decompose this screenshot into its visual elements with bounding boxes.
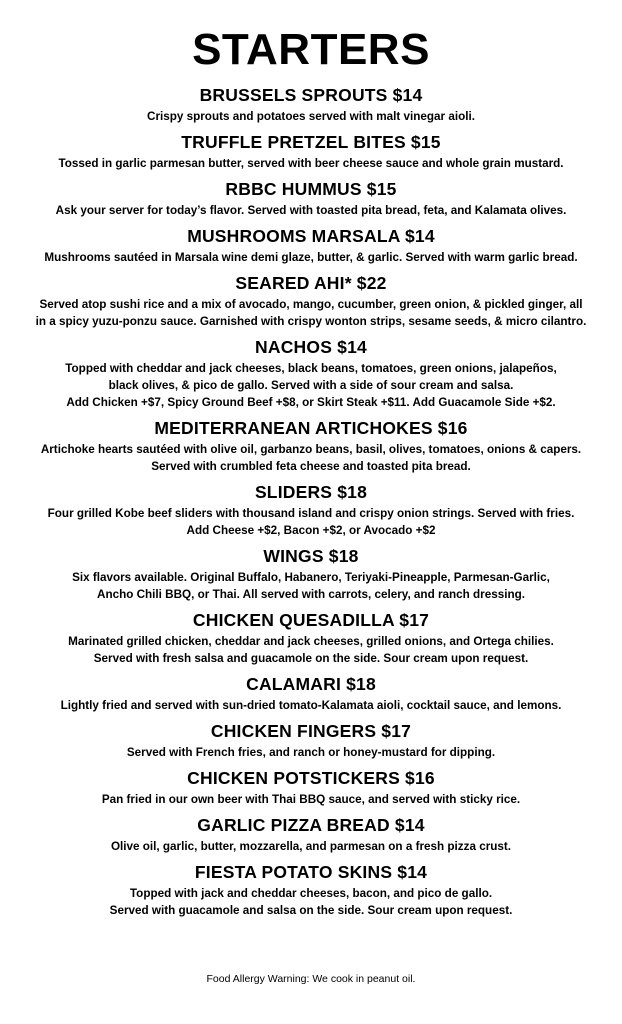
menu-item-description	[0, 441, 622, 475]
description-line: Add Chicken +$7, Spicy Ground Beef +$8, or Skirt Steak +$11. Add Guacamole Side +$2.	[66, 396, 556, 409]
menu-item-name: CHICKEN QUESADILLA $17	[192, 610, 430, 630]
description-line: black olives, & pico de gallo. Served with a side of sour cream and salsa.	[108, 379, 514, 392]
menu-item	[0, 545, 622, 603]
description-line: Four grilled Kobe beef sliders with thousand island and crispy onion strings. Served with fries.	[47, 507, 575, 520]
menu-item-name: TRUFFLE PRETZEL BITES $15	[181, 132, 441, 152]
description-line: Ancho Chili BBQ, or Thai. All served with carrots, celery, and ranch dressing.	[97, 588, 525, 601]
menu-item-name: GARLIC PIZZA BREAD $14	[197, 815, 425, 835]
description-line: Topped with jack and cheddar cheeses, bacon, and pico de gallo.	[129, 887, 493, 900]
menu-item	[0, 178, 622, 219]
menu-item	[0, 84, 622, 125]
menu-item-description	[0, 108, 622, 125]
menu-item-name: MUSHROOMS MARSALA $14	[187, 226, 435, 246]
menu-item-name: CALAMARI $18	[246, 674, 376, 694]
menu-item-name: FIESTA POTATO SKINS $14	[194, 862, 428, 882]
description-line: Crispy sprouts and potatoes served with malt vinegar aioli.	[147, 110, 475, 123]
menu-item	[0, 861, 622, 919]
description-line: Pan fried in our own beer with Thai BBQ sauce, and served with sticky rice.	[101, 793, 521, 806]
menu-item-description	[0, 633, 622, 667]
menu-item	[0, 767, 622, 808]
description-line: Served with fresh salsa and guacamole on the side. Sour cream upon request.	[93, 652, 529, 665]
description-line: in a spicy yuzu-ponzu sauce. Garnished with crispy wonton strips, sesame seeds, & micro cilantro.	[35, 315, 587, 328]
menu-item-description	[0, 838, 622, 855]
description-line: Served atop sushi rice and a mix of avocado, mango, cucumber, green onion, & pickled ginger, all	[39, 298, 583, 311]
description-line: Served with French fries, and ranch or honey-mustard for dipping.	[126, 746, 496, 759]
menu-item-name: NACHOS $14	[255, 337, 367, 357]
description-line: Topped with cheddar and jack cheeses, black beans, tomatoes, green onions, jalapeños,	[65, 362, 557, 375]
description-line: Six flavors available. Original Buffalo, Habanero, Teriyaki-Pineapple, Parmesan-Garlic,	[72, 571, 550, 584]
description-line: Lightly fried and served with sun-dried tomato-Kalamata aioli, cocktail sauce, and lemons.	[60, 699, 562, 712]
menu-item-name: SLIDERS $18	[254, 482, 368, 502]
menu-item	[0, 272, 622, 330]
menu-item-description	[0, 155, 622, 172]
menu-item-description	[0, 202, 622, 219]
description-line: Served with crumbled feta cheese and toasted pita bread.	[151, 460, 471, 473]
menu-item	[0, 131, 622, 172]
menu-item	[0, 673, 622, 714]
allergy-warning: Food Allergy Warning: We cook in peanut oil.	[206, 973, 416, 985]
menu-item-description	[0, 697, 622, 714]
page-title: STARTERS	[192, 25, 430, 74]
menu-item-name: BRUSSELS SPROUTS $14	[199, 85, 423, 105]
menu-item-description	[0, 744, 622, 761]
menu-item-name: CHICKEN POTSTICKERS $16	[187, 768, 435, 788]
menu-item-description	[0, 569, 622, 603]
menu-item	[0, 814, 622, 855]
menu-item-description	[0, 505, 622, 539]
menu-item-name: SEARED AHI* $22	[235, 273, 387, 293]
description-line: Olive oil, garlic, butter, mozzarella, and parmesan on a fresh pizza crust.	[110, 840, 512, 853]
menu-item-description	[0, 249, 622, 266]
menu-item-name: CHICKEN FINGERS $17	[210, 721, 412, 741]
description-line: Ask your server for today’s flavor. Served with toasted pita bread, feta, and Kalamata olives.	[55, 204, 567, 217]
menu-item	[0, 720, 622, 761]
description-line: Tossed in garlic parmesan butter, served with beer cheese sauce and whole grain mustard.	[58, 157, 564, 170]
menu-item-name: MEDITERRANEAN ARTICHOKES $16	[154, 418, 468, 438]
menu-item	[0, 225, 622, 266]
menu-item	[0, 481, 622, 539]
description-line: Marinated grilled chicken, cheddar and jack cheeses, grilled onions, and Ortega chilies.	[68, 635, 554, 648]
menu-item-description	[0, 296, 622, 330]
menu-item	[0, 417, 622, 475]
menu-item	[0, 336, 622, 411]
menu-item-description	[0, 885, 622, 919]
menu-item-name: WINGS $18	[263, 546, 359, 566]
description-line: Mushrooms sautéed in Marsala wine demi glaze, butter, & garlic. Served with warm garlic bread.	[44, 251, 578, 264]
menu-item-name: RBBC HUMMUS $15	[225, 179, 397, 199]
description-line: Artichoke hearts sautéed with olive oil, garbanzo beans, basil, olives, tomatoes, onions & capers.	[40, 443, 582, 456]
description-line: Add Cheese +$2, Bacon +$2, or Avocado +$2	[186, 524, 436, 537]
menu-item-list	[0, 84, 622, 919]
menu-item	[0, 609, 622, 667]
description-line: Served with guacamole and salsa on the side. Sour cream upon request.	[109, 904, 513, 917]
menu-item-description	[0, 791, 622, 808]
menu-item-description	[0, 360, 622, 411]
